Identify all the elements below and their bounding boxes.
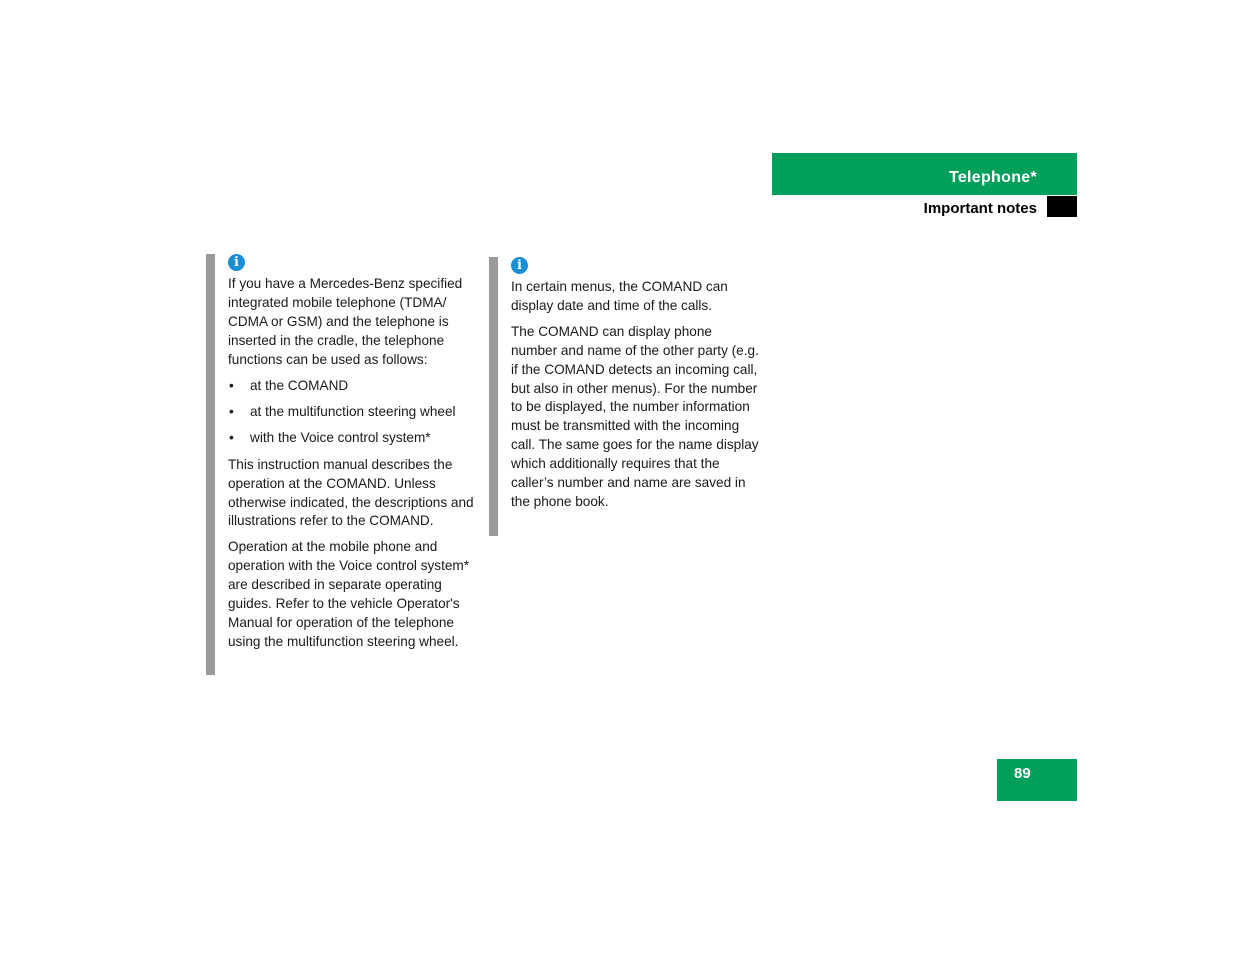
section-title: Telephone* [948, 169, 1037, 186]
list-item: • with the Voice control system* [228, 429, 476, 448]
note-content [511, 257, 759, 519]
note-paragraph: In certain menus, the COMAND can display date and time of the calls. [511, 279, 728, 313]
list-item: • at the COMAND [228, 377, 476, 396]
note-paragraph: This instruction manual describes the operation at the COMAND. Unless otherwise indicated, the descriptions and illustrations refer to the COMAND. [228, 456, 474, 529]
page-number-box [997, 759, 1077, 801]
note-intro: If you have a Mercedes-Benz specified integrated mobile telephone (TDMA/ CDMA or GSM) and the telephone is inserted in the cradle, the telephone functions can be used as follows: [228, 276, 463, 367]
list-item: • at the multifunction steering wheel [228, 403, 476, 422]
bullet-list [228, 377, 476, 449]
note-bar [489, 257, 498, 536]
subsection-marker [1047, 196, 1077, 217]
page-number: 89 [1014, 765, 1031, 782]
note-paragraph: The COMAND can display phone number and name of the other party (e.g. if the COMAND detects an incoming call, but also in other menus). For the number to be displayed, the number information must be transmitted with the incoming call. The same goes for the name display which additionally requires that the caller’s number and name are saved in the phone book. [511, 323, 759, 509]
info-note-left [206, 254, 476, 675]
note-bar [206, 254, 215, 675]
info-icon: i [228, 254, 245, 271]
info-note-right [489, 257, 759, 536]
subsection-title: Important notes [923, 200, 1037, 217]
note-paragraph: Operation at the mobile phone and operation with the Voice control system* are described in separate operating guides. Refer to the vehicle Operator's Manual for operation of the telephone using the multifunction steering wheel. [228, 539, 470, 649]
info-icon: i [511, 257, 528, 274]
subsection-header [772, 196, 1077, 218]
note-content [228, 254, 476, 659]
section-header-bar [772, 153, 1077, 195]
